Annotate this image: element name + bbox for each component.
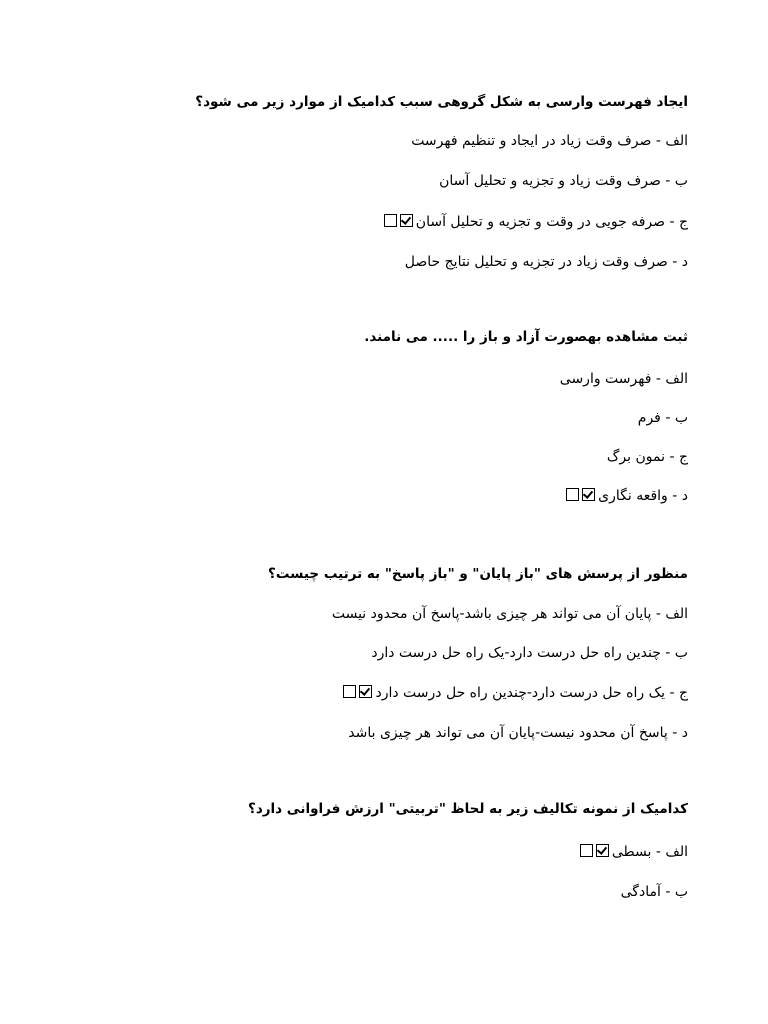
option-text: الف - بسطی <box>611 844 688 860</box>
option-text: ب - آمادگی <box>620 884 688 900</box>
question-3-option-d <box>348 723 688 743</box>
option-text: الف - صرف وقت زیاد در ایجاد و تنظیم فهرست <box>411 133 688 149</box>
question-1-option-c <box>384 212 688 232</box>
option-text: ج - نمون برگ <box>606 449 688 465</box>
option-text: د - پاسخ آن محدود نیست-پایان آن می تواند هر چیزی باشد <box>348 725 688 741</box>
option-text: ج - یک راه حل درست دارد-چندین راه حل درست دارد <box>375 685 688 701</box>
question-1-option-b <box>439 171 688 191</box>
question-4-text: کدامیک از نمونه تکالیف زیر به لحاظ "تربیتی" ارزش فراوانی دارد؟ <box>247 801 688 817</box>
question-1-option-d <box>405 252 688 272</box>
checked-box-icon <box>400 214 413 227</box>
empty-box-icon <box>384 214 397 227</box>
option-text: ب - صرف وقت زیاد و تجزیه و تحلیل آسان <box>439 173 688 189</box>
option-text: د - واقعه نگاری <box>598 488 688 504</box>
question-3-option-b <box>371 643 688 663</box>
question-2-option-b <box>638 408 688 428</box>
question-1-text: ایجاد فهرست وارسی به شکل گروهی سبب کدامیک از موارد زیر می شود؟ <box>195 94 688 110</box>
question-2-option-d <box>566 486 688 506</box>
option-text: الف - پایان آن می تواند هر چیزی باشد-پاسخ آن محدود نیست <box>331 606 688 622</box>
question-3-option-c <box>343 683 688 703</box>
empty-box-icon <box>343 685 356 698</box>
option-text: الف - فهرست وارسی <box>559 371 688 387</box>
option-text: ب - فرم <box>637 410 688 426</box>
option-text: ج - صرفه جویی در وقت و تجزیه و تحلیل آسان <box>415 214 688 230</box>
empty-box-icon <box>580 844 593 857</box>
option-text: د - صرف وقت زیاد در تجزیه و تحلیل نتایج حاصل <box>404 254 688 270</box>
question-2-option-c <box>607 447 688 467</box>
question-2-option-a <box>560 369 688 389</box>
checked-box-icon <box>596 844 609 857</box>
question-3-text: منظور از پرسش های "باز پایان" و "باز پاسخ" به ترتیب چیست؟ <box>268 566 688 582</box>
question-4-option-a <box>580 842 688 862</box>
question-2-text: ثبت مشاهده بهصورت آزاد و باز را ..... می نامند. <box>364 329 688 345</box>
checked-box-icon <box>582 488 595 501</box>
question-3-option-a <box>332 604 688 624</box>
question-4-option-b <box>621 882 688 902</box>
question-1-option-a <box>411 131 688 151</box>
option-text: ب - چندین راه حل درست دارد-یک راه حل درست دارد <box>371 645 688 661</box>
checked-box-icon <box>359 685 372 698</box>
empty-box-icon <box>566 488 579 501</box>
